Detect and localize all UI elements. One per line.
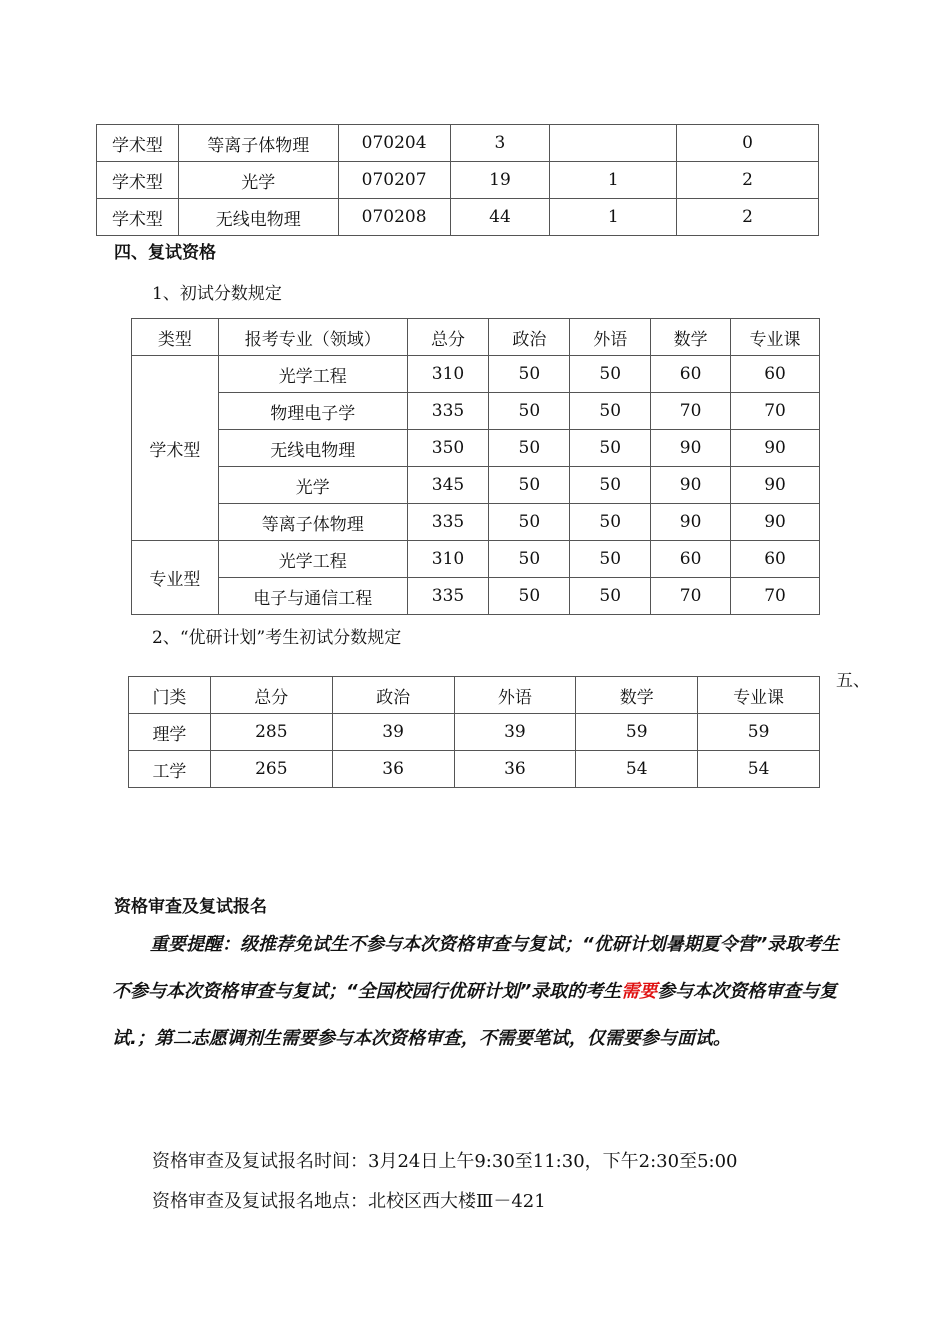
table-cell: 90 xyxy=(651,467,731,504)
important-notice xyxy=(112,921,842,1062)
table-cell: 50 xyxy=(570,430,651,467)
table-row xyxy=(132,467,820,504)
column-header: 数学 xyxy=(576,677,698,714)
type-cell: 专业型 xyxy=(132,541,219,615)
table-cell: 50 xyxy=(489,504,570,541)
table-cell: 等离子体物理 xyxy=(218,504,407,541)
table-row xyxy=(132,504,820,541)
table-cell: 310 xyxy=(407,541,489,578)
table-cell: 1 xyxy=(550,199,677,236)
table-cell: 265 xyxy=(210,751,332,788)
table-cell: 学术型 xyxy=(97,199,179,236)
table-cell: 59 xyxy=(576,714,698,751)
table-cell: 39 xyxy=(332,714,454,751)
table-row xyxy=(132,430,820,467)
table-cell: 学术型 xyxy=(97,162,179,199)
table-cell: 310 xyxy=(407,356,489,393)
table-cell: 44 xyxy=(450,199,550,236)
table-cell: 36 xyxy=(332,751,454,788)
table-cell: 50 xyxy=(570,467,651,504)
table-row xyxy=(132,393,820,430)
table-cell: 50 xyxy=(489,430,570,467)
column-header: 总分 xyxy=(407,319,489,356)
table-cell: 54 xyxy=(698,751,820,788)
section5-heading: 资格审查及复试报名 xyxy=(114,897,267,917)
table-cell: 50 xyxy=(489,541,570,578)
table-cell: 学术型 xyxy=(97,125,179,162)
table-cell: 36 xyxy=(454,751,576,788)
table-row xyxy=(129,714,820,751)
table-row xyxy=(129,751,820,788)
quota-table xyxy=(96,124,819,236)
table-cell: 等离子体物理 xyxy=(178,125,338,162)
column-header: 数学 xyxy=(651,319,731,356)
table-cell: 工学 xyxy=(129,751,211,788)
table-cell: 光学 xyxy=(178,162,338,199)
table-cell: 350 xyxy=(407,430,489,467)
table-row xyxy=(132,356,820,393)
table-cell: 285 xyxy=(210,714,332,751)
column-header: 政治 xyxy=(332,677,454,714)
table-cell: 0 xyxy=(677,125,819,162)
registration-time: 资格审查及复试报名时间：3月24日上午9:30至11:30，下午2:30至5:00 xyxy=(152,1151,738,1172)
youyan-score-table xyxy=(128,676,820,788)
column-header: 专业课 xyxy=(731,319,820,356)
header-row xyxy=(129,677,820,714)
table-cell: 50 xyxy=(489,467,570,504)
table-cell: 2 xyxy=(677,162,819,199)
table-cell: 335 xyxy=(407,393,489,430)
table-row xyxy=(132,541,820,578)
table-cell: 光学工程 xyxy=(218,541,407,578)
type-cell: 学术型 xyxy=(132,356,219,541)
table-cell: 19 xyxy=(450,162,550,199)
table-cell: 60 xyxy=(731,356,820,393)
notice-highlight: 需要 xyxy=(621,981,658,1002)
table-cell: 54 xyxy=(576,751,698,788)
table-cell: 59 xyxy=(698,714,820,751)
table-row xyxy=(132,578,820,615)
table-cell: 90 xyxy=(651,504,731,541)
table-cell: 理学 xyxy=(129,714,211,751)
column-header: 总分 xyxy=(210,677,332,714)
table-cell: 70 xyxy=(651,393,731,430)
table-cell: 50 xyxy=(489,393,570,430)
table-cell: 无线电物理 xyxy=(218,430,407,467)
column-header: 外语 xyxy=(570,319,651,356)
table-cell: 90 xyxy=(731,430,820,467)
table-cell: 无线电物理 xyxy=(178,199,338,236)
column-header: 政治 xyxy=(489,319,570,356)
table-cell xyxy=(550,125,677,162)
table-cell: 070208 xyxy=(338,199,450,236)
table-cell: 50 xyxy=(570,541,651,578)
table-cell: 光学工程 xyxy=(218,356,407,393)
score-table xyxy=(131,318,820,615)
table-cell: 345 xyxy=(407,467,489,504)
column-header: 类型 xyxy=(132,319,219,356)
registration-place: 资格审查及复试报名地点：北校区西大楼Ⅲ－421 xyxy=(152,1191,546,1212)
table-cell: 90 xyxy=(731,467,820,504)
table-cell: 70 xyxy=(731,578,820,615)
table-row xyxy=(97,125,819,162)
section5-prefix: 五、 xyxy=(836,671,870,691)
table-cell: 2 xyxy=(677,199,819,236)
table-cell: 39 xyxy=(454,714,576,751)
column-header: 报考专业（领域） xyxy=(218,319,407,356)
table-cell: 1 xyxy=(550,162,677,199)
table-cell: 50 xyxy=(570,393,651,430)
table-cell: 335 xyxy=(407,504,489,541)
table-cell: 电子与通信工程 xyxy=(218,578,407,615)
notice-text-2: 参与本次资格审查与复试.；第二志愿调剂生需要参与本次资格审查，不需要笔试，仅需要参与面试。 xyxy=(112,981,838,1049)
table-row xyxy=(97,162,819,199)
table-cell: 50 xyxy=(570,356,651,393)
table-cell: 光学 xyxy=(218,467,407,504)
table-cell: 50 xyxy=(489,578,570,615)
table-cell: 070204 xyxy=(338,125,450,162)
section4-heading: 四、复试资格 xyxy=(114,243,216,263)
table-cell: 50 xyxy=(489,356,570,393)
table-cell: 070207 xyxy=(338,162,450,199)
notice-text-1: 重要提醒：级推荐免试生不参与本次资格审查与复试；“优研计划暑期夏令营”录取考生不参与本次资格审查与复试；“全国校园行优研计划”录取的考生 xyxy=(112,934,840,1002)
table-cell: 90 xyxy=(651,430,731,467)
table-cell: 60 xyxy=(651,541,731,578)
section4-sub1: 1、初试分数规定 xyxy=(152,284,282,304)
column-header: 专业课 xyxy=(698,677,820,714)
table-cell: 70 xyxy=(731,393,820,430)
header-row xyxy=(132,319,820,356)
table-cell: 60 xyxy=(731,541,820,578)
table-cell: 90 xyxy=(731,504,820,541)
column-header: 门类 xyxy=(129,677,211,714)
table-cell: 60 xyxy=(651,356,731,393)
column-header: 外语 xyxy=(454,677,576,714)
table-cell: 物理电子学 xyxy=(218,393,407,430)
section4-sub2: 2、“优研计划”考生初试分数规定 xyxy=(152,628,402,648)
table-row xyxy=(97,199,819,236)
table-cell: 3 xyxy=(450,125,550,162)
table-cell: 50 xyxy=(570,578,651,615)
table-cell: 335 xyxy=(407,578,489,615)
table-cell: 50 xyxy=(570,504,651,541)
table-cell: 70 xyxy=(651,578,731,615)
